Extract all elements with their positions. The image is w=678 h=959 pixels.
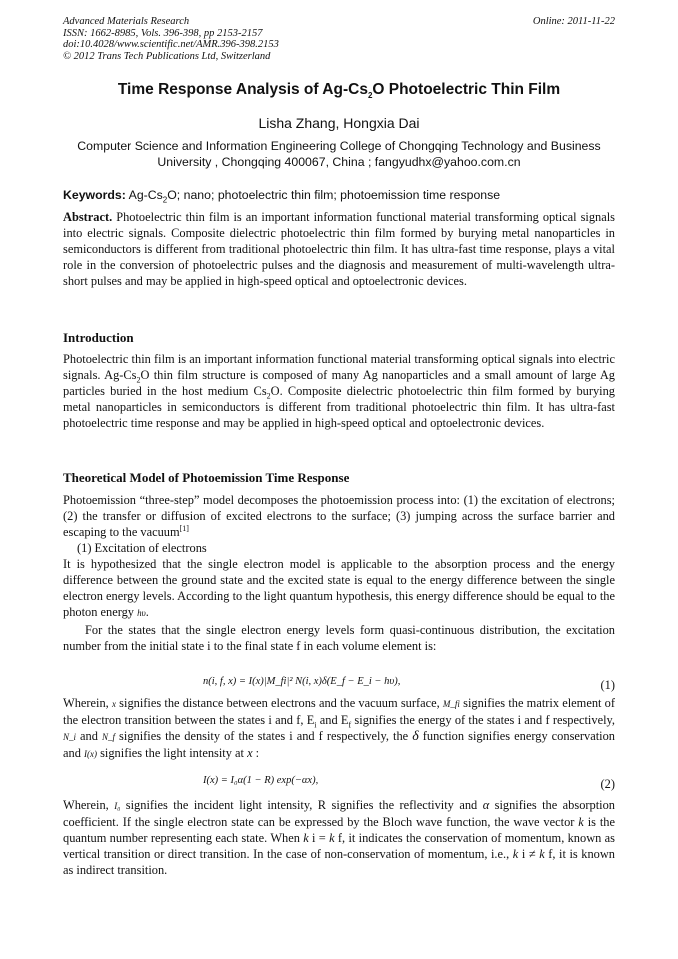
symbol-nf: N_f xyxy=(102,732,116,742)
symbol-alpha: α xyxy=(482,798,490,812)
equation-2 xyxy=(63,775,615,793)
w2-text: f, it is known as indirect transition. xyxy=(63,847,615,877)
keywords-text-end: O; nano; photoelectric thin film; photoemission time response xyxy=(167,188,501,202)
theory-text-2b: . xyxy=(145,605,149,619)
affiliation-line-1: Computer Science and Information Engineering College of Chongqing Technology and Business xyxy=(77,139,601,153)
intro-sub-2: 2 xyxy=(266,391,271,401)
intro-heading: Introduction xyxy=(63,330,134,345)
abstract xyxy=(63,209,615,289)
page-header xyxy=(63,16,615,62)
intro-text-1: Photoelectric thin film is an important information functional material transforming optical signals into electric signals. Ag-Cs xyxy=(63,352,615,382)
paper-title xyxy=(63,81,615,99)
sub-i: i xyxy=(314,720,317,730)
journal-name: Advanced Materials Research xyxy=(63,16,190,27)
equation-1 xyxy=(63,676,615,694)
keywords-label: Keywords: xyxy=(63,188,126,202)
intro-paragraph xyxy=(63,351,615,431)
theory-paragraph-3: For the states that the single electron energy levels form quasi-continuous distribution, the excitation number from the initial state i to the final state f in each volume element is: xyxy=(63,623,615,653)
symbol-delta: δ xyxy=(412,729,419,744)
symbol-k: k xyxy=(303,831,309,845)
sub-f: f xyxy=(348,720,352,730)
w2-text: i = xyxy=(308,831,330,845)
w1-text: signifies the distance between electrons and the vacuum surface, xyxy=(115,696,443,710)
online-date: Online: 2011-11-22 xyxy=(532,16,615,27)
symbol-x: x xyxy=(247,746,253,760)
abstract-label: Abstract. xyxy=(63,210,113,224)
affiliation-line-2: University , Chongqing 400067, China ; fangyudhx@yahoo.com.cn xyxy=(157,155,521,169)
symbol-k: k xyxy=(578,815,584,829)
w1-text: and xyxy=(76,729,102,743)
w1-text: : xyxy=(252,746,260,760)
w2-text: is the quantum number representing each state. When xyxy=(63,815,615,845)
photon-energy-symbol: hυ xyxy=(137,608,146,618)
w1-text: signifies the density of the states i and f respectively, the xyxy=(115,729,413,743)
copyright-line: © 2012 Trans Tech Publications Ltd, Switzerland xyxy=(63,50,271,62)
w1-text: signifies the matrix element of the electron transition between the states i and f, E xyxy=(63,696,615,727)
theory-text-1: Photoemission “three-step” model decomposes the photoemission process into: (1) the excitation of electrons; (2) the transfer or diffusion of excited electrons to the surface; (3) jumping across the surface barrier and escaping to the vacuum xyxy=(63,493,615,539)
intro-text-3: O. Composite dielectric photoelectric thin film formed by burying metal nanoparticles in semiconductors is different from traditional photoelectric thin film. It has ultra-fast photoelectric time response and may be applied in high-speed optical and optoelectronic devices. xyxy=(63,384,615,430)
authors: Lisha Zhang, Hongxia Dai xyxy=(258,115,420,131)
affiliation xyxy=(63,138,615,170)
theory-paragraph-1 xyxy=(63,492,615,540)
title-text: Time Response Analysis of Ag-Cs xyxy=(117,81,368,98)
w2-text: Wherein, xyxy=(63,798,115,812)
wherein-paragraph-2 xyxy=(63,797,615,878)
intro-sub-1: 2 xyxy=(136,375,141,385)
theory-heading: Theoretical Model of Photoemission Time Response xyxy=(63,470,350,485)
symbol-mfi: M_fi xyxy=(442,699,460,709)
w2-text: signifies the absorption coefficient. If the single electron state can be expressed by the Bloch wave function, the wave vector xyxy=(63,798,615,829)
abstract-text: Photoelectric thin film is an important information functional material transforming optical signals into electric signals. Composite dielectric photoelectric thin film formed by burying metal nanoparticles in semiconductors is different from traditional photoelectric thin film. It has ultra-fast time response, plays a vital role in the conversion of photoelectric pulses and the diagnosis and measurement of multi-wavelength ultra-short pulses and may be applied in high-speed optical and optoelectronic devices. xyxy=(63,210,615,288)
w1-text: and E xyxy=(316,713,349,727)
keywords xyxy=(63,188,615,205)
title-subscript: 2 xyxy=(367,91,373,101)
wherein-paragraph-1 xyxy=(63,695,615,762)
intro-text-2: O thin film structure is composed of many Ag nanoparticles and a small amount of large Ag particles buried in the host medium Cs xyxy=(63,368,615,398)
doi-line: doi:10.4028/www.scientific.net/AMR.396-398.2153 xyxy=(63,39,279,50)
symbol-ni: N_i xyxy=(63,732,77,742)
equation-1-body: n(i, f, x) = I(x)|M_fi|² N(i, x)δ(E_f − E_i − hυ), xyxy=(203,676,401,687)
w2-text: i ≠ xyxy=(518,847,540,861)
symbol-k: k xyxy=(329,831,335,845)
theory-subheading: (1) Excitation of electrons xyxy=(77,541,207,555)
theory-paragraph-2 xyxy=(63,556,615,621)
keywords-subscript: 2 xyxy=(162,195,168,205)
equation-2-number: (2) xyxy=(600,777,615,791)
w1-text: Wherein, xyxy=(63,696,112,710)
symbol-k: k xyxy=(539,847,545,861)
w2-text: f, it indicates the conservation of momentum, known as vertical transition or direct transition. In the case of non-conservation of momentum, i.e., xyxy=(63,831,615,861)
equation-2-body: I(x) = I₀α(1 − R) exp(−αx), xyxy=(203,775,319,786)
w1-text: function signifies energy conservation and xyxy=(63,729,615,760)
keywords-text: Ag-Cs xyxy=(125,188,163,202)
title-text-end: O Photoelectric Thin Film xyxy=(372,81,561,98)
citation-ref: [1] xyxy=(179,523,189,533)
symbol-i0: I₀ xyxy=(114,801,121,811)
symbol-x: x xyxy=(111,699,116,709)
issn-line: ISSN: 1662-8985, Vols. 396-398, pp 2153-2157 xyxy=(63,27,263,39)
symbol-ix: I(x) xyxy=(84,749,97,759)
w1-text: signifies the light intensity at xyxy=(97,746,248,760)
equation-1-number: (1) xyxy=(600,678,615,692)
symbol-k: k xyxy=(512,847,519,861)
w1-text: signifies the energy of the states i and f respectively, xyxy=(351,713,616,727)
theory-text-2a: It is hypothesized that the single electron model is applicable to the absorption process and the energy difference between the ground state and the excited state is equal to the energy difference between the single electron energy levels. According to the light quantum hypothesis, this energy difference should be equal to the photon energy xyxy=(63,557,615,619)
w2-text: signifies the incident light intensity, R signifies the reflectivity and xyxy=(120,798,483,812)
